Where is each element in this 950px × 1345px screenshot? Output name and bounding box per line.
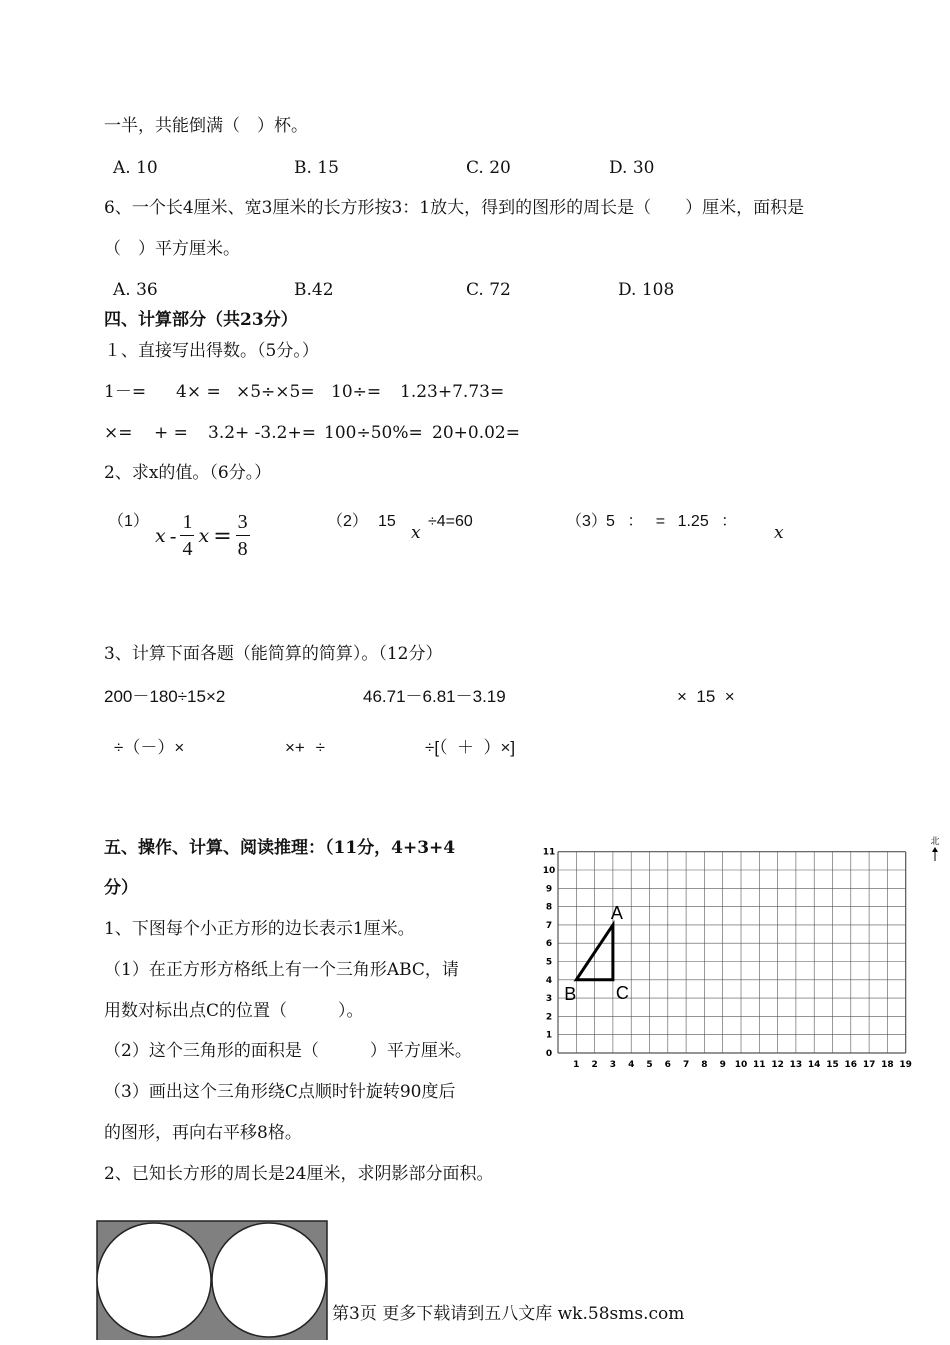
variable-x: x [411, 523, 421, 543]
direct-calc-item: + = [154, 423, 188, 443]
section5-p1b: （2）这个三角形的面积是（ ）平方厘米。 [104, 1041, 472, 1061]
grid-x-tick-label: 13 [789, 1060, 803, 1070]
grid-y-tick-label: 11 [542, 847, 556, 858]
variable-x: x [155, 525, 166, 547]
grid-x-labels [573, 1060, 912, 1070]
grid-x-tick-label: 12 [771, 1060, 784, 1070]
section5-title-cont: 分） [104, 878, 138, 898]
coordinate-grid [535, 835, 945, 1075]
grid-y-tick-label: 0 [545, 1049, 553, 1059]
grid-y-tick-label: 8 [545, 902, 553, 913]
equation-2-coefficient: 15 [378, 513, 396, 530]
rectangle-circles-figure [96, 1220, 328, 1340]
q6-option-b: B.42 [294, 280, 334, 300]
section4-title: 四、计算部分（共23分） [104, 310, 298, 330]
calc-item: 200－180÷15×2 [104, 687, 226, 706]
grid-y-tick-label: 6 [545, 939, 553, 950]
grid-x-tick-label: 8 [701, 1060, 708, 1070]
equals-sign: = [213, 523, 232, 549]
equation-1 [155, 508, 250, 564]
section4-part3-title: 3、计算下面各题（能简算的简算）。（12分） [104, 644, 443, 664]
calc-item: 46.71－6.81－3.19 [363, 687, 506, 706]
grid-x-tick-label: 19 [899, 1060, 912, 1070]
grid-x-tick-label: 3 [609, 1060, 617, 1070]
section5-p1c: （3）画出这个三角形绕C点顺时针旋转90度后 [104, 1082, 456, 1102]
section5-p1c-cont: 的图形，再向右平移8格。 [104, 1123, 302, 1143]
minus-sign: - [169, 524, 177, 548]
direct-calc-item: 1－= [104, 382, 147, 402]
grid-y-tick-label: 9 [545, 884, 553, 895]
section5-p1: 1、下图每个小正方形的边长表示1厘米。 [104, 919, 415, 939]
variable-x: x [774, 523, 784, 543]
calc-item: ×+ ÷ [285, 738, 325, 757]
grid-lines [558, 852, 906, 1053]
north-label: 北 [930, 837, 940, 847]
shaded-rectangle-diagram [96, 1220, 328, 1340]
grid-x-tick-label: 7 [682, 1060, 690, 1070]
q5-option-b: B. 15 [294, 158, 339, 178]
equation-1-label: （1） [108, 513, 149, 530]
q5-option-d: D. 30 [609, 158, 655, 178]
grid-x-tick-label: 11 [753, 1060, 766, 1070]
grid-x-tick-label: 2 [591, 1060, 598, 1070]
grid-x-tick-label: 10 [734, 1060, 748, 1070]
grid-x-tick-label: 4 [628, 1060, 635, 1070]
fraction-numerator: 1 [180, 511, 194, 536]
fraction-one-quarter [180, 511, 194, 561]
direct-calc-item: 1.23+7.73= [400, 382, 505, 402]
calc-item: ÷（－）× [114, 738, 185, 757]
q6-option-a: A. 36 [113, 280, 158, 300]
q6-text: 6、一个长4厘米、宽3厘米的长方形按3：1放大，得到的图形的周长是（ ）厘米，面积是 [104, 198, 805, 218]
grid-y-tick-label: 5 [545, 957, 553, 968]
equation-2-label: （2） [327, 513, 368, 530]
section4-part2-title: 2、求x的值。（6分。） [104, 463, 272, 483]
q5-tail-text: 一半，共能倒满（ ）杯。 [104, 116, 308, 136]
grid-x-tick-label: 9 [719, 1060, 726, 1070]
right-circle [212, 1223, 326, 1337]
grid-y-tick-label: 2 [545, 1012, 553, 1023]
section4-part1-title: １、直接写出得数。（5分。） [104, 341, 319, 361]
grid-y-tick-label: 1 [545, 1030, 553, 1041]
section5-title: 五、操作、计算、阅读推理：（11分，4+3+4 [104, 838, 456, 858]
grid-x-tick-label: 14 [807, 1060, 821, 1070]
grid-x-tick-label: 1 [573, 1060, 580, 1070]
section5-p1a-cont: 用数对标出点C的位置（ ）。 [104, 1001, 364, 1021]
variable-x: x [198, 525, 210, 547]
direct-calc-item: 20+0.02= [432, 423, 520, 443]
fraction-three-eighths [236, 511, 250, 561]
fraction-denominator: 4 [182, 538, 193, 560]
left-circle [97, 1223, 211, 1337]
direct-calc-item: 100÷50%= [324, 423, 423, 443]
section5-p2: 2、已知长方形的周长是24厘米，求阴影部分面积。 [104, 1164, 494, 1184]
grid-x-tick-label: 15 [826, 1060, 839, 1070]
direct-calc-item: ×5÷×5= [236, 382, 315, 402]
grid-x-tick-label: 16 [844, 1060, 858, 1070]
grid-y-tick-label: 4 [545, 975, 553, 986]
calc-item: × 15 × [677, 687, 735, 706]
grid-y-tick-label: 10 [542, 866, 556, 876]
page-footer: 第3页 更多下载请到五八文库 wk.58sms.com [332, 1304, 685, 1324]
q6-option-c: C. 72 [466, 280, 511, 300]
grid-x-tick-label: 5 [646, 1060, 653, 1070]
q6-tail-text: （ ）平方厘米。 [104, 239, 240, 259]
direct-calc-item: 4× = [176, 382, 221, 402]
point-label-c: C [615, 982, 629, 1003]
grid-y-tick-label: 7 [545, 920, 553, 931]
coordinate-grid-figure [535, 835, 945, 1075]
equation-3-expression: 5 ： = 1.25 ： [606, 513, 738, 530]
north-arrow-head-icon [932, 847, 938, 852]
direct-calc-item: 3.2+ -3.2+= [208, 423, 316, 443]
fraction-numerator: 3 [236, 511, 250, 536]
equation-3-label: （3） [566, 513, 607, 530]
calc-item: ÷[（ ＋ ）×] [425, 738, 516, 757]
direct-calc-item: ×= [104, 423, 133, 443]
point-label-b: B [564, 983, 577, 1004]
direct-calc-item: 10÷= [331, 382, 382, 402]
fraction-denominator: 8 [237, 538, 248, 560]
grid-x-tick-label: 17 [862, 1060, 876, 1070]
grid-x-tick-label: 18 [881, 1060, 894, 1070]
q6-option-d: D. 108 [618, 280, 675, 300]
grid-y-labels [543, 848, 556, 1059]
q5-option-a: A. 10 [113, 158, 158, 178]
point-label-a: A [610, 902, 623, 923]
grid-x-tick-label: 6 [664, 1060, 671, 1070]
section5-p1a: （1）在正方形方格纸上有一个三角形ABC，请 [104, 960, 459, 980]
q5-option-c: C. 20 [466, 158, 511, 178]
grid-y-tick-label: 3 [545, 994, 553, 1005]
equation-2-rest: ÷4=60 [428, 513, 473, 530]
